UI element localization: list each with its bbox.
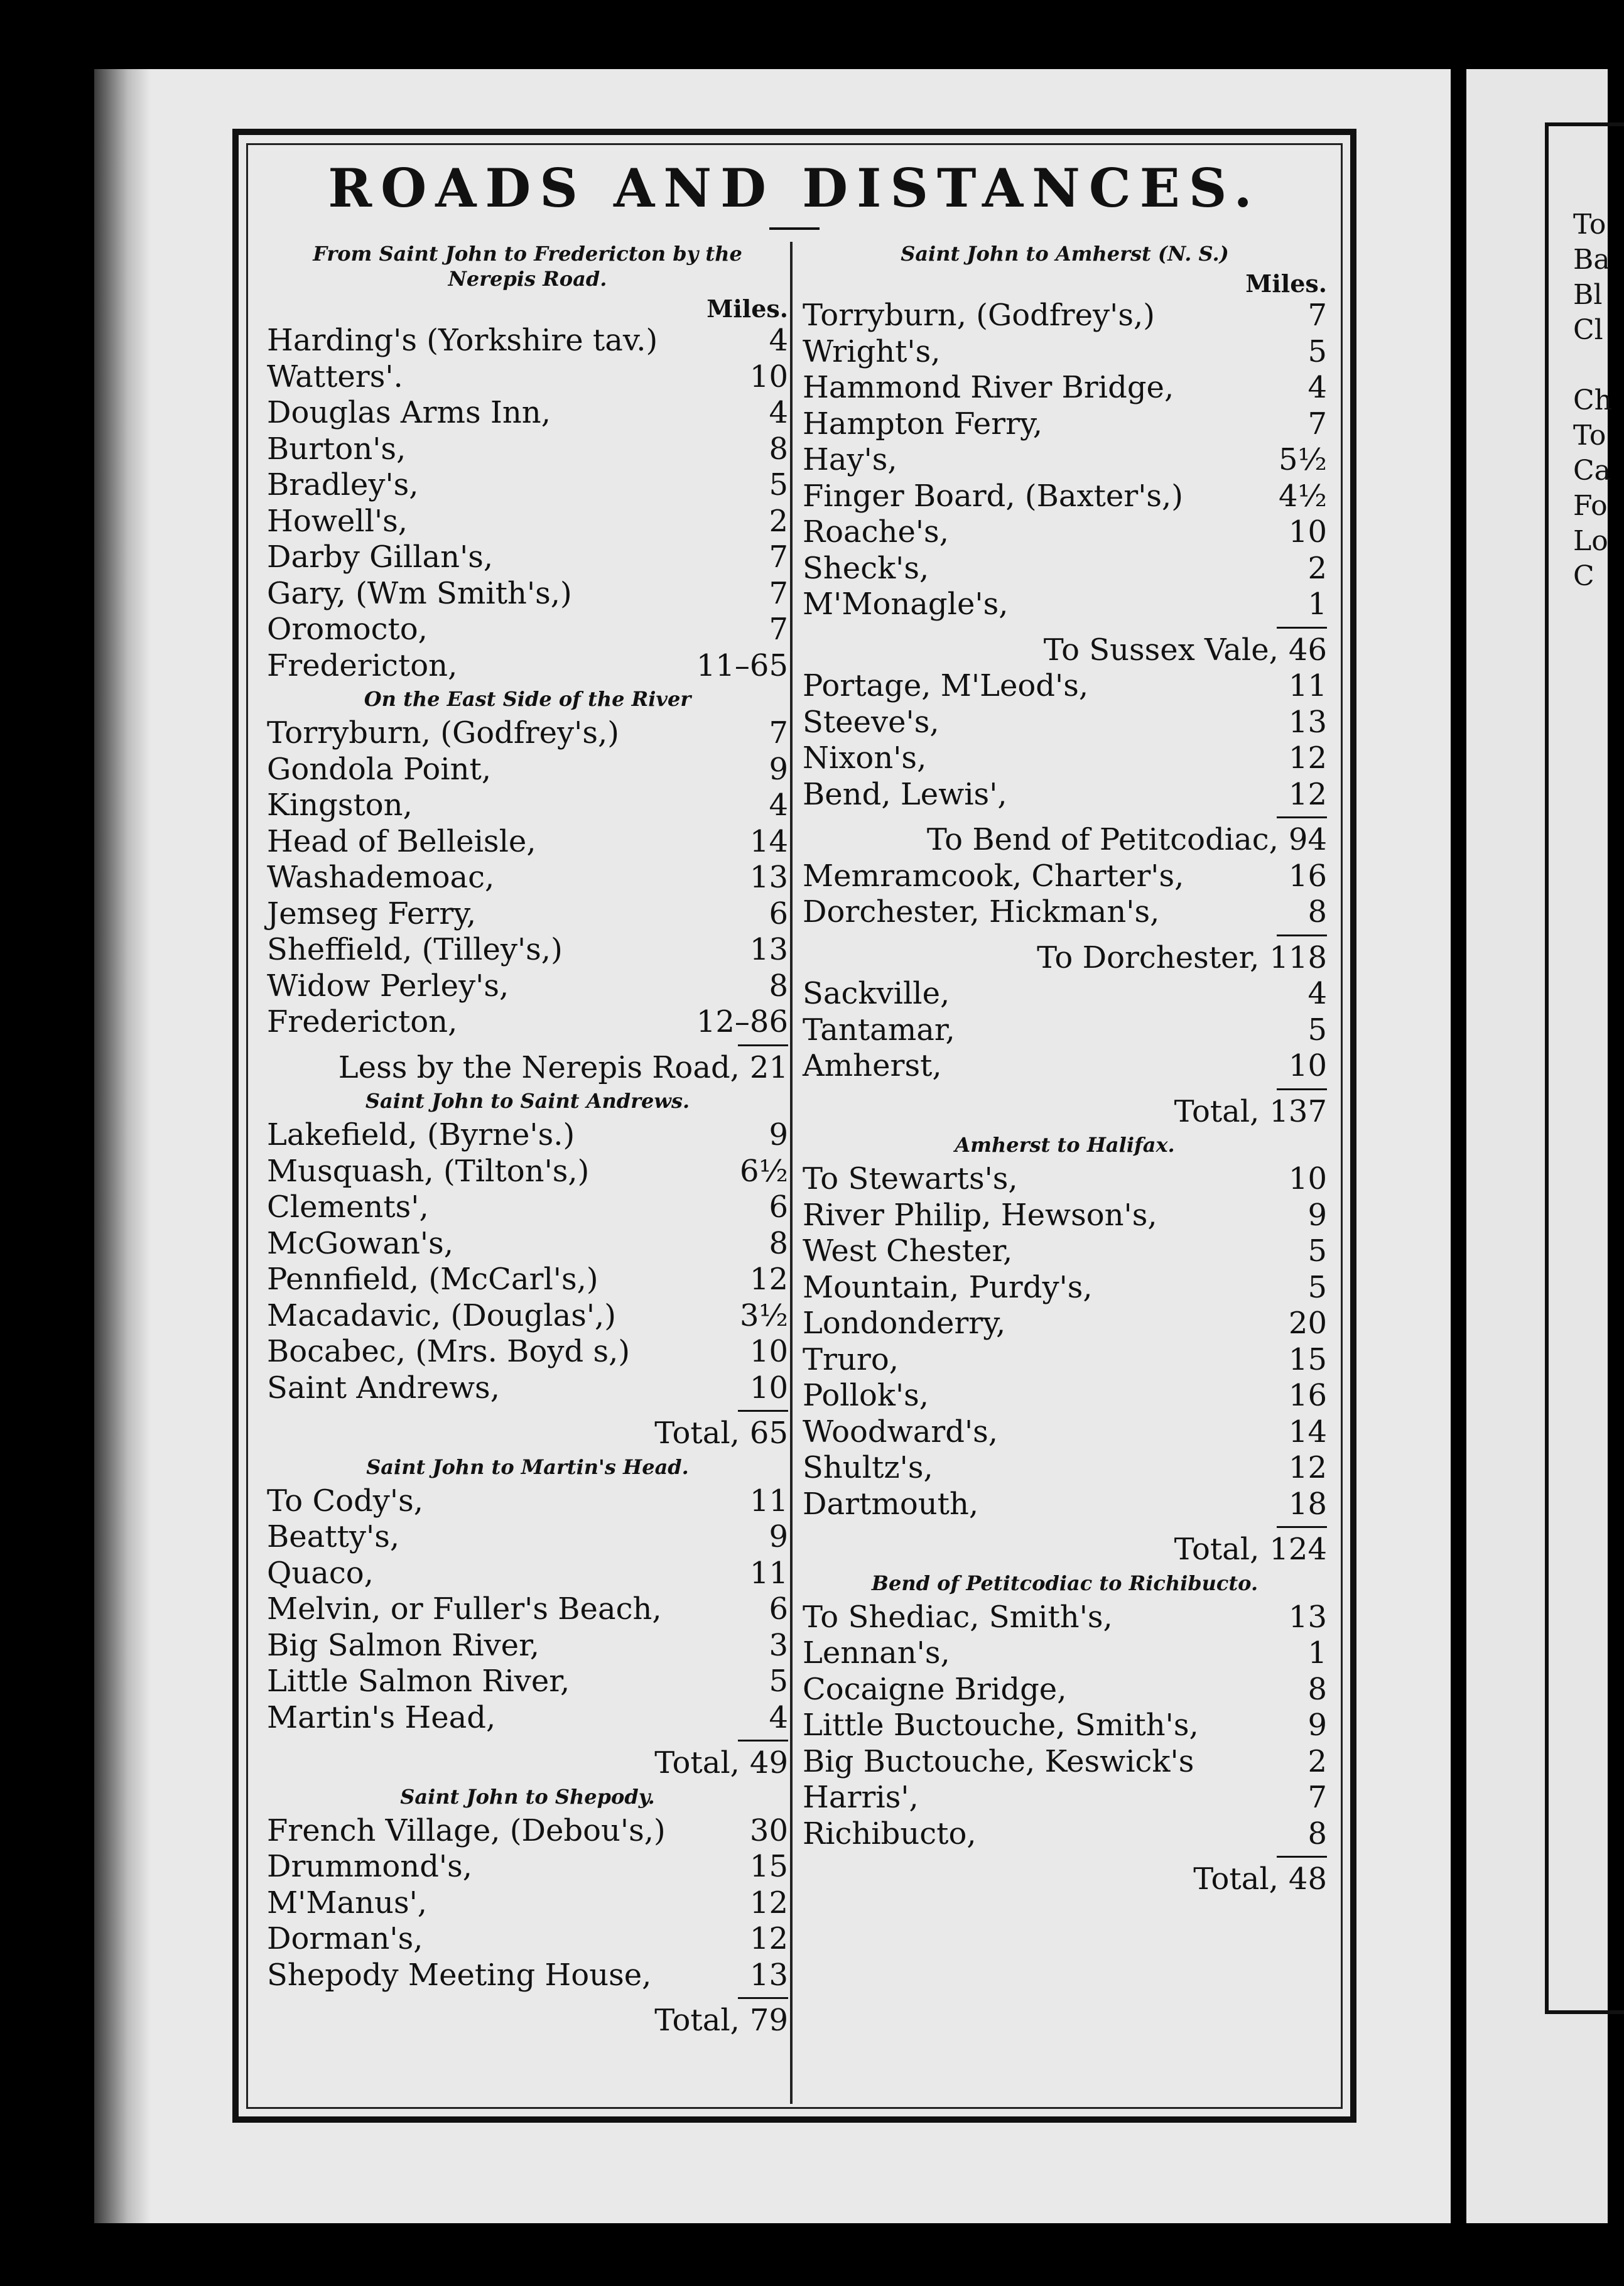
- distance-row: [267, 1885, 788, 1922]
- column-divider: [790, 242, 793, 2104]
- distance-row: [267, 395, 788, 431]
- place-name: Cocaigne Bridge,: [803, 1671, 1067, 1707]
- place-name: Portage, M'Leod's,: [803, 668, 1089, 703]
- section-title: Saint John to Amherst (N. S.): [901, 242, 1229, 266]
- distance-row: [803, 1342, 1327, 1379]
- total-rule: [738, 1997, 788, 1999]
- place-name: Saint Andrews,: [267, 1370, 500, 1406]
- miles-value: 2: [1307, 1743, 1327, 1779]
- adjacent-text-fragment: Lo: [1573, 525, 1608, 557]
- distance-row: [803, 1012, 1327, 1049]
- distance-row: [803, 298, 1327, 334]
- miles-value: 6: [769, 1591, 788, 1627]
- total-row: [803, 1532, 1327, 1568]
- place-name: Dartmouth,: [803, 1486, 979, 1522]
- distance-row: [803, 894, 1327, 931]
- total-rule: [1277, 816, 1327, 818]
- distance-row: [267, 1154, 788, 1190]
- total-miles: 48: [1288, 1861, 1327, 1897]
- place-name: Dorman's,: [267, 1921, 423, 1956]
- miles-value: 18: [1288, 1486, 1327, 1522]
- place-name: Douglas Arms Inn,: [267, 395, 551, 430]
- miles-value: 3½: [739, 1297, 788, 1333]
- place-name: Dorchester, Hickman's,: [803, 894, 1160, 929]
- miles-value: 4½: [1278, 478, 1327, 514]
- place-name: Watters'.: [267, 359, 403, 394]
- total-row: [267, 1416, 788, 1452]
- total-label: Total,: [654, 2003, 740, 2038]
- miles-value: 11: [1288, 668, 1327, 703]
- miles-value: 5: [1307, 1269, 1327, 1305]
- place-name: Roache's,: [803, 514, 949, 550]
- place-name: Little Buctouche, Smith's,: [803, 1708, 1199, 1743]
- distance-row: [803, 1048, 1327, 1085]
- left-column: [267, 239, 788, 2039]
- total-row: [803, 940, 1327, 977]
- distance-row: [267, 1813, 788, 1850]
- distance-row: [267, 860, 788, 896]
- distance-row: [803, 705, 1327, 741]
- miles-column-header: Miles.: [1245, 269, 1327, 298]
- miles-value: 11: [749, 1555, 788, 1591]
- place-name: Howell's,: [267, 503, 408, 539]
- miles-value: 7: [769, 539, 788, 575]
- place-name: Harris',: [803, 1780, 919, 1815]
- section-title: Bend of Petitcodiac to Richibucto.: [871, 1571, 1259, 1595]
- miles-value: 9: [769, 1519, 788, 1554]
- place-name: Shepody Meeting House,: [267, 1957, 652, 1993]
- miles-value: 16: [1288, 858, 1327, 894]
- distance-row: [267, 1483, 788, 1520]
- place-name: Lennan's,: [803, 1635, 950, 1671]
- miles-value: 6½: [739, 1153, 788, 1189]
- miles-value: 4: [769, 395, 788, 430]
- total-rule: [738, 1410, 788, 1412]
- total-label: Total,: [654, 1745, 740, 1780]
- miles-value: 11: [749, 1483, 788, 1519]
- section-title: Saint John to Saint Andrews.: [365, 1089, 690, 1113]
- distance-row: [803, 334, 1327, 371]
- miles-value: 9: [769, 1117, 788, 1152]
- adjacent-text-fragment: Cl: [1573, 314, 1603, 346]
- total-label: To Bend of Petitcodiac,: [926, 822, 1279, 857]
- distance-row: [267, 1628, 788, 1664]
- miles-value: 8: [769, 1225, 788, 1261]
- place-name: Quaco,: [267, 1555, 374, 1591]
- place-name: Memramcook, Charter's,: [803, 858, 1184, 894]
- place-name: Shultz's,: [803, 1450, 933, 1485]
- place-name: Little Salmon River,: [267, 1664, 570, 1699]
- place-name: Washademoac,: [267, 860, 495, 895]
- place-name: Darby Gillan's,: [267, 539, 494, 575]
- place-name: To Shediac, Smith's,: [803, 1599, 1113, 1635]
- place-name: McGowan's,: [267, 1225, 453, 1261]
- place-name: Head of Belleisle,: [267, 823, 536, 859]
- spine-shadow: [94, 69, 151, 2223]
- miles-value: 10: [749, 359, 788, 394]
- place-name: Lakefield, (Byrne's.): [267, 1117, 575, 1152]
- place-name: West Chester,: [803, 1233, 1013, 1269]
- place-name: Musquash, (Tilton's,): [267, 1153, 590, 1189]
- title-rule: [769, 227, 820, 230]
- total-miles: 94: [1288, 822, 1327, 857]
- miles-value: 14: [749, 823, 788, 859]
- distance-row: [803, 1600, 1327, 1636]
- miles-value: 5: [769, 467, 788, 502]
- adjacent-text-fragment: To: [1573, 420, 1606, 452]
- miles-value: 4: [769, 323, 788, 358]
- miles-value: 10: [1288, 1161, 1327, 1196]
- total-row: [803, 822, 1327, 859]
- place-name: Fredericton,: [267, 647, 458, 683]
- miles-value: 4: [769, 788, 788, 823]
- miles-value: 2: [1307, 550, 1327, 586]
- place-name: Londonderry,: [803, 1306, 1006, 1341]
- total-row: [267, 1050, 788, 1086]
- place-name: Macadavic, (Douglas',): [267, 1297, 617, 1333]
- miles-value: 14: [1288, 1414, 1327, 1449]
- distance-row: [267, 1370, 788, 1407]
- place-name: Bradley's,: [267, 467, 419, 502]
- total-row: [267, 1745, 788, 1782]
- miles-value: 7: [769, 612, 788, 647]
- place-name: Wright's,: [803, 333, 941, 369]
- distance-row: [267, 1849, 788, 1885]
- place-name: Melvin, or Fuller's Beach,: [267, 1591, 662, 1627]
- adjacent-text-fragment: Ba: [1573, 244, 1610, 276]
- miles-value: 8: [1307, 894, 1327, 929]
- distance-row: [803, 370, 1327, 406]
- place-name: Drummond's,: [267, 1849, 472, 1884]
- adjacent-text-fragment: Bl: [1573, 279, 1603, 311]
- distance-row: [267, 504, 788, 540]
- distance-row: [267, 1664, 788, 1700]
- total-miles: 137: [1269, 1093, 1327, 1129]
- distance-row: [803, 1780, 1327, 1816]
- place-name: Richibucto,: [803, 1816, 977, 1851]
- place-name: Torryburn, (Godfrey's,): [803, 298, 1155, 333]
- miles-value: 13: [1288, 1599, 1327, 1635]
- miles-value: 8: [769, 968, 788, 1004]
- miles-value: 6: [769, 1189, 788, 1225]
- miles-value: 5: [1307, 1233, 1327, 1269]
- miles-value: 6: [769, 896, 788, 931]
- distance-row: [803, 1816, 1327, 1853]
- miles-value: 2: [769, 503, 788, 539]
- place-name: To Cody's,: [267, 1483, 423, 1519]
- distance-row: [803, 859, 1327, 895]
- distance-row: [267, 1519, 788, 1556]
- place-name: French Village, (Debou's,): [267, 1812, 666, 1848]
- total-miles: 118: [1269, 940, 1327, 975]
- total-rule: [1277, 1526, 1327, 1528]
- miles-value: 20: [1288, 1306, 1327, 1341]
- place-name: Widow Perley's,: [267, 968, 509, 1004]
- section-title: Amherst to Halifax.: [955, 1133, 1175, 1157]
- adjacent-page-text: [1573, 207, 1611, 594]
- miles-value: 4: [769, 1699, 788, 1735]
- place-name: Big Salmon River,: [267, 1627, 539, 1663]
- miles-value: 10: [1288, 514, 1327, 550]
- distance-row: [803, 976, 1327, 1012]
- distance-row: [267, 932, 788, 968]
- miles-value: 5: [769, 1664, 788, 1699]
- total-miles: 49: [749, 1745, 788, 1780]
- miles-value: 8: [769, 431, 788, 467]
- place-name: Hammond River Bridge,: [803, 370, 1174, 405]
- miles-value: 1: [1307, 1635, 1327, 1671]
- distance-row: [267, 1004, 788, 1041]
- miles-value: 9: [1307, 1708, 1327, 1743]
- distance-row: [267, 576, 788, 612]
- adjacent-text-fragment: C: [1573, 560, 1594, 592]
- distance-row: [803, 514, 1327, 551]
- place-name: Nixon's,: [803, 740, 927, 776]
- place-name: M'Manus',: [267, 1885, 428, 1920]
- adjacent-text-fragment: To: [1573, 209, 1606, 241]
- total-row: [803, 1094, 1327, 1130]
- distance-row: [803, 1744, 1327, 1780]
- distance-row: [267, 715, 788, 752]
- place-name: Torryburn, (Godfrey's,): [267, 715, 619, 750]
- distance-row: [803, 587, 1327, 623]
- section-title: Saint John to Martin's Head.: [366, 1454, 689, 1479]
- place-name: Bend, Lewis',: [803, 776, 1007, 812]
- place-name: Martin's Head,: [267, 1699, 496, 1735]
- total-label: Total,: [1193, 1861, 1279, 1897]
- place-name: Pennfield, (McCarl's,): [267, 1262, 598, 1297]
- miles-value: 5: [1307, 1012, 1327, 1048]
- distance-row: [803, 1635, 1327, 1672]
- place-name: Sheffield, (Tilley's,): [267, 932, 563, 967]
- miles-value: 13: [749, 932, 788, 967]
- miles-value: 30: [749, 1812, 788, 1848]
- total-label: Less by the Nerepis Road,: [338, 1049, 740, 1085]
- total-miles: 124: [1269, 1532, 1327, 1567]
- distance-row: [267, 539, 788, 576]
- total-miles: 65: [749, 1416, 788, 1451]
- distance-row: [267, 1334, 788, 1370]
- miles-value: 15: [749, 1849, 788, 1884]
- miles-value: 12: [1288, 1450, 1327, 1485]
- distance-row: [803, 406, 1327, 443]
- total-miles: 79: [749, 2003, 788, 2038]
- distance-row: [803, 1270, 1327, 1306]
- miles-value: 7: [769, 715, 788, 750]
- distance-row: [267, 824, 788, 860]
- miles-value: 4: [1307, 370, 1327, 405]
- total-label: To Dorchester,: [1037, 940, 1260, 975]
- miles-value: 16: [1288, 1378, 1327, 1413]
- total-rule: [1277, 1856, 1327, 1858]
- distance-row: [267, 788, 788, 824]
- miles-value: 7: [1307, 298, 1327, 333]
- place-name: Beatty's,: [267, 1519, 400, 1554]
- place-name: Hay's,: [803, 442, 897, 477]
- miles-value: 12–86: [696, 1004, 788, 1039]
- distance-row: [267, 1958, 788, 1994]
- place-name: Gondola Point,: [267, 751, 492, 787]
- distance-row: [267, 1117, 788, 1154]
- distance-row: [803, 1161, 1327, 1198]
- miles-value: 8: [1307, 1816, 1327, 1851]
- distance-row: [803, 1487, 1327, 1523]
- adjacent-text-fragment: [1573, 348, 1611, 383]
- adjacent-text-fragment: Ca: [1573, 455, 1611, 487]
- miles-value: 1: [1307, 587, 1327, 622]
- miles-value: 12: [1288, 740, 1327, 776]
- place-name: Jemseg Ferry,: [267, 896, 477, 931]
- distance-row: [803, 1198, 1327, 1234]
- distance-row: [267, 648, 788, 685]
- place-name: Oromocto,: [267, 612, 428, 647]
- miles-value: 10: [749, 1370, 788, 1406]
- place-name: Bocabec, (Mrs. Boyd s,): [267, 1334, 631, 1369]
- miles-value: 8: [1307, 1671, 1327, 1707]
- total-row: [803, 632, 1327, 669]
- distance-row: [267, 1591, 788, 1628]
- miles-value: 12: [749, 1262, 788, 1297]
- right-column: [803, 239, 1327, 1898]
- place-name: Steeve's,: [803, 704, 939, 740]
- total-rule: [738, 1044, 788, 1046]
- miles-value: 5½: [1278, 442, 1327, 477]
- total-row: [803, 1861, 1327, 1898]
- miles-value: 4: [1307, 976, 1327, 1011]
- total-label: Total,: [654, 1416, 740, 1451]
- total-miles: 46: [1288, 632, 1327, 668]
- distance-row: [267, 1226, 788, 1262]
- total-label: Total,: [1174, 1093, 1260, 1129]
- place-name: Mountain, Purdy's,: [803, 1269, 1093, 1305]
- miles-value: 9: [1307, 1197, 1327, 1233]
- distance-row: [803, 777, 1327, 813]
- place-name: Woodward's,: [803, 1414, 999, 1449]
- distance-row: [267, 752, 788, 788]
- miles-value: 7: [1307, 1780, 1327, 1815]
- section-title: On the East Side of the River: [364, 687, 691, 711]
- place-name: M'Monagle's,: [803, 587, 1009, 622]
- distance-row: [803, 1414, 1327, 1451]
- place-name: Amherst,: [803, 1048, 942, 1083]
- distance-row: [267, 359, 788, 396]
- miles-value: 10: [749, 1334, 788, 1369]
- total-rule: [1277, 1088, 1327, 1090]
- distance-row: [267, 1189, 788, 1226]
- distance-row: [803, 442, 1327, 479]
- place-name: Kingston,: [267, 788, 413, 823]
- place-name: Pollok's,: [803, 1378, 929, 1413]
- distance-row: [267, 612, 788, 648]
- miles-value: 13: [1288, 704, 1327, 740]
- miles-column-header: Miles.: [706, 295, 788, 323]
- place-name: River Philip, Hewson's,: [803, 1197, 1157, 1233]
- place-name: To Stewarts's,: [803, 1161, 1018, 1196]
- miles-value: 3: [769, 1627, 788, 1663]
- miles-value: 13: [749, 1957, 788, 1993]
- place-name: Sackville,: [803, 976, 950, 1011]
- total-label: To Sussex Vale,: [1043, 632, 1279, 668]
- distance-row: [803, 740, 1327, 777]
- place-name: Burton's,: [267, 431, 406, 467]
- distance-row: [267, 968, 788, 1005]
- distance-row: [803, 1306, 1327, 1342]
- adjacent-text-fragment: Ch: [1573, 384, 1613, 416]
- page-title: ROADS AND DISTANCES.: [328, 157, 1261, 219]
- distance-row: [803, 1378, 1327, 1414]
- miles-value: 5: [1307, 333, 1327, 369]
- total-rule: [1277, 934, 1327, 936]
- miles-value: 7: [769, 575, 788, 611]
- distance-row: [267, 467, 788, 504]
- total-label: Total,: [1174, 1532, 1260, 1567]
- distance-row: [803, 1708, 1327, 1744]
- place-name: Gary, (Wm Smith's,): [267, 575, 572, 611]
- place-name: Clements',: [267, 1189, 429, 1225]
- distance-row: [267, 1700, 788, 1736]
- place-name: Tantamar,: [803, 1012, 955, 1048]
- distance-row: [803, 668, 1327, 705]
- miles-value: 7: [1307, 406, 1327, 441]
- place-name: Fredericton,: [267, 1004, 458, 1039]
- distance-row: [267, 896, 788, 933]
- miles-value: 13: [749, 860, 788, 895]
- distance-row: [267, 1921, 788, 1958]
- miles-value: 11–65: [696, 647, 788, 683]
- place-name: Truro,: [803, 1341, 899, 1377]
- miles-value: 12: [749, 1921, 788, 1956]
- distance-row: [803, 1233, 1327, 1270]
- distance-row: [267, 1262, 788, 1298]
- place-name: Harding's (Yorkshire tav.): [267, 323, 658, 358]
- section-title: From Saint John to Fredericton by the Nerepis Road.: [313, 242, 742, 291]
- place-name: Hampton Ferry,: [803, 406, 1043, 441]
- distance-row: [267, 1298, 788, 1335]
- distance-row: [267, 1556, 788, 1592]
- miles-value: 12: [1288, 776, 1327, 812]
- section-title: Saint John to Shepody.: [400, 1784, 655, 1809]
- place-name: Finger Board, (Baxter's,): [803, 478, 1184, 514]
- miles-value: 12: [749, 1885, 788, 1920]
- miles-value: 9: [769, 751, 788, 787]
- distance-row: [803, 551, 1327, 587]
- distance-row: [803, 1450, 1327, 1487]
- place-name: Big Buctouche, Keswick's: [803, 1743, 1194, 1779]
- place-name: Sheck's,: [803, 550, 929, 586]
- total-rule: [1277, 627, 1327, 629]
- total-miles: 21: [749, 1049, 788, 1085]
- total-row: [267, 2003, 788, 2039]
- distance-row: [267, 323, 788, 359]
- adjacent-text-fragment: Fo: [1573, 490, 1608, 522]
- distance-row: [803, 1672, 1327, 1708]
- total-rule: [738, 1740, 788, 1742]
- distance-row: [803, 479, 1327, 515]
- miles-value: 10: [1288, 1048, 1327, 1083]
- miles-value: 15: [1288, 1341, 1327, 1377]
- distance-row: [267, 431, 788, 468]
